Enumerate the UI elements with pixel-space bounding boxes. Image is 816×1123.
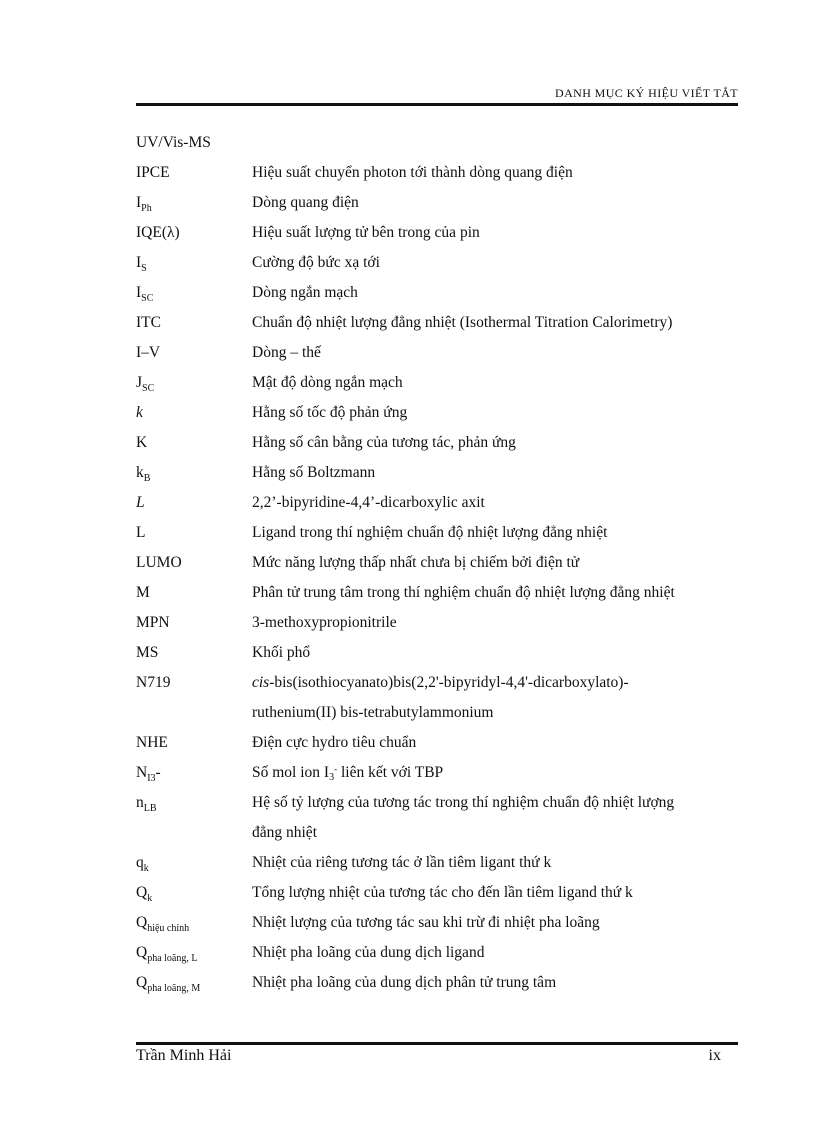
entry-abbr: $k_B$ bbox=[136, 464, 151, 484]
entry-row bbox=[136, 128, 746, 158]
entry-desc: Mật độ dòng ngắn mạch bbox=[252, 374, 403, 391]
entry-row bbox=[136, 458, 746, 488]
entry-desc: Nhiệt pha loãng của dung dịch ligand bbox=[252, 944, 485, 961]
entry-row bbox=[136, 968, 746, 998]
entry-abbr: IQE(λ) bbox=[136, 224, 180, 241]
entry-abbr: $I_{SC}$ bbox=[136, 284, 154, 304]
entry-abbr: I–V bbox=[136, 344, 161, 361]
page-number: ix bbox=[708, 1047, 721, 1064]
entry-row bbox=[136, 428, 746, 458]
entry-desc: Nhiệt lượng của tương tác sau khi trừ đi nhiệt pha loãng bbox=[252, 914, 600, 931]
entry-abbr: K bbox=[136, 434, 148, 451]
entry-desc: 2,2’-bipyridine-4,4’-dicarboxylic axit bbox=[252, 494, 485, 511]
entry-row bbox=[136, 368, 746, 398]
entry-row bbox=[136, 668, 746, 698]
entry-row bbox=[136, 278, 746, 308]
entry-abbr: NHE bbox=[136, 734, 168, 751]
entry-desc: 3-methoxypropionitrile bbox=[252, 614, 397, 631]
entry-desc: Hằng số Boltzmann bbox=[252, 464, 376, 481]
entry-row bbox=[136, 518, 746, 548]
entry-abbr: L bbox=[136, 524, 146, 541]
entry-desc: Chuẩn độ nhiệt lượng đẳng nhiệt (Isothermal Titration Calorimetry) bbox=[252, 314, 673, 331]
entry-desc: Tổng lượng nhiệt của tương tác cho đến lần tiêm ligand thứ k bbox=[252, 884, 633, 901]
entry-row bbox=[136, 608, 746, 638]
footer-rule bbox=[136, 1042, 738, 1045]
entry-row bbox=[136, 728, 746, 758]
entry-row bbox=[136, 908, 746, 938]
entry-abbr: LUMO bbox=[136, 554, 182, 571]
entry-desc: Cường độ bức xạ tới bbox=[252, 254, 380, 271]
entry-abbr: $J_{SC}$ bbox=[136, 374, 155, 394]
entry-desc: cis-bis(isothiocyanato)bis(2,2'-bipyridyl-4,4'-dicarboxylato)- bbox=[252, 674, 629, 691]
entry-desc: Hằng số tốc độ phản ứng bbox=[252, 404, 408, 421]
entry-abbr: MS bbox=[136, 644, 159, 661]
entry-row-continuation bbox=[136, 818, 746, 848]
entry-desc: Ligand trong thí nghiệm chuẩn độ nhiệt lượng đẳng nhiệt bbox=[252, 524, 608, 541]
running-header-title: DANH MỤC KÝ HIỆU VIẾT TẮT bbox=[555, 86, 738, 100]
entry-row bbox=[136, 758, 746, 788]
entry-row bbox=[136, 938, 746, 968]
entry-desc: Hệ số tỷ lượng của tương tác trong thí nghiệm chuẩn độ nhiệt lượng bbox=[252, 794, 675, 811]
entry-desc: Mức năng lượng thấp nhất chưa bị chiếm bởi điện tử bbox=[252, 554, 580, 571]
entry-abbr: k bbox=[136, 404, 143, 421]
entry-desc: đẳng nhiệt bbox=[252, 824, 317, 841]
entry-row bbox=[136, 308, 746, 338]
entry-desc: Điện cực hydro tiêu chuẩn bbox=[252, 734, 417, 751]
entry-abbr: UV/Vis-MS bbox=[136, 134, 211, 151]
entry-abbr: ITC bbox=[136, 314, 161, 331]
entry-abbr: $Q_{pha loãng, L}$ bbox=[136, 944, 198, 964]
entry-desc: Phân tử trung tâm trong thí nghiệm chuẩn độ nhiệt lượng đẳng nhiệt bbox=[252, 584, 675, 601]
entry-row bbox=[136, 638, 746, 668]
entry-desc: Hiệu suất chuyển photon tới thành dòng quang điện bbox=[252, 164, 573, 181]
header-rule bbox=[136, 103, 738, 106]
entry-abbr: $I_{Ph}$ bbox=[136, 194, 152, 214]
entry-desc: Hằng số cân bằng của tương tác, phản ứng bbox=[252, 434, 516, 451]
entry-abbr: $N_{I3}-$ bbox=[136, 764, 161, 784]
entry-desc: Dòng quang điện bbox=[252, 194, 359, 211]
entry-abbr: IPCE bbox=[136, 164, 170, 181]
footer-author: Trần Minh Hải bbox=[136, 1047, 232, 1064]
entry-row bbox=[136, 848, 746, 878]
entry-row-continuation bbox=[136, 698, 746, 728]
entry-desc: Số mol ion $I_3^-$ liên kết với TBP bbox=[252, 764, 444, 783]
entry-row bbox=[136, 158, 746, 188]
entry-abbr: L bbox=[136, 494, 145, 511]
entry-desc: Hiệu suất lượng tử bên trong của pin bbox=[252, 224, 480, 241]
entry-row bbox=[136, 878, 746, 908]
entry-row bbox=[136, 248, 746, 278]
entry-abbr: N719 bbox=[136, 674, 171, 691]
entry-row bbox=[136, 398, 746, 428]
entry-row bbox=[136, 578, 746, 608]
entry-abbr: $I_S$ bbox=[136, 254, 147, 274]
entry-row bbox=[136, 188, 746, 218]
entry-row bbox=[136, 788, 746, 818]
entry-abbr: $Q_{hiệu chỉnh}$ bbox=[136, 914, 190, 934]
entry-row bbox=[136, 338, 746, 368]
entry-row bbox=[136, 218, 746, 248]
abbreviation-list bbox=[136, 128, 746, 998]
entry-abbr: $q_k$ bbox=[136, 854, 149, 874]
entry-abbr: MPN bbox=[136, 614, 170, 631]
entry-desc: Khối phổ bbox=[252, 644, 311, 661]
entry-abbr: $n_{LB}$ bbox=[136, 794, 157, 814]
entry-desc: Dòng – thế bbox=[252, 344, 321, 361]
entry-desc: Dòng ngắn mạch bbox=[252, 284, 358, 301]
entry-abbr: $Q_{pha loãng, M}$ bbox=[136, 974, 201, 994]
entry-abbr: $Q_k$ bbox=[136, 884, 153, 904]
entry-desc: ruthenium(II) bis-tetrabutylammonium bbox=[252, 704, 494, 721]
entry-desc: Nhiệt của riêng tương tác ở lần tiêm ligant thứ k bbox=[252, 854, 552, 871]
entry-row bbox=[136, 488, 746, 518]
entry-row bbox=[136, 548, 746, 578]
entry-abbr: M bbox=[136, 584, 150, 601]
entry-desc: Nhiệt pha loãng của dung dịch phân tử trung tâm bbox=[252, 974, 557, 991]
